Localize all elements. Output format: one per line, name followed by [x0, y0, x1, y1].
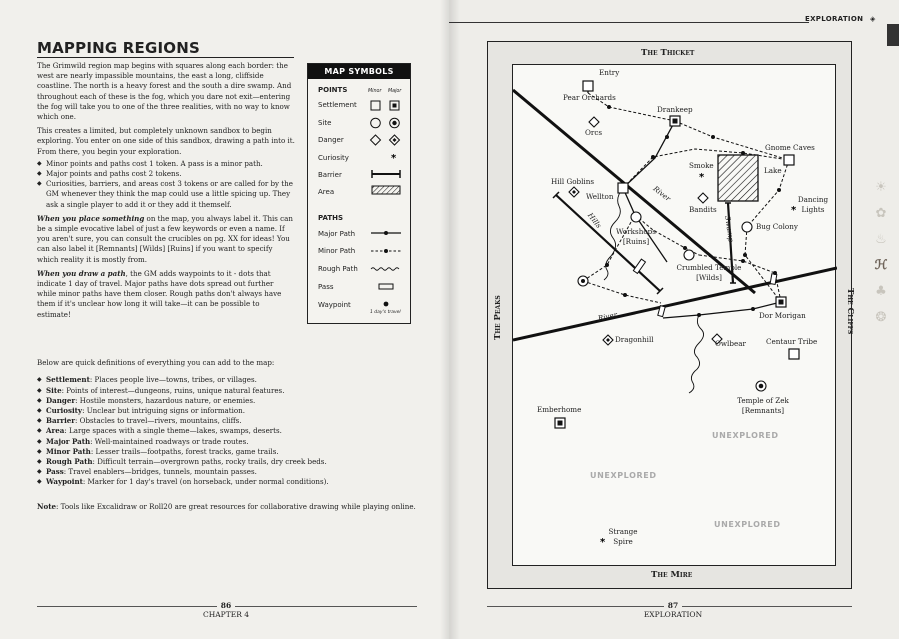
- paragraph-5: Below are quick definitions of everything you can add to the map:: [37, 358, 275, 368]
- waypoint-icon: [683, 246, 687, 250]
- edge-south: The Mire: [651, 570, 693, 580]
- right-folio: [643, 601, 703, 619]
- danger-major-inner-icon: [393, 138, 397, 142]
- tree-icon[interactable]: ♣: [875, 284, 887, 299]
- points-heading: POINTS: [318, 86, 348, 94]
- rough-path-icon: [371, 268, 399, 271]
- curiosity-dancing-lights-icon: *: [791, 205, 797, 216]
- definition-text: : Unclear but intriguing signs or information.: [82, 406, 246, 415]
- title-rule: [37, 57, 294, 58]
- settlement-centaur-tribe-icon: [789, 349, 799, 359]
- label-orcs: Orcs: [585, 128, 603, 137]
- definition-term: Danger: [46, 395, 76, 405]
- edge-east: The Cliffs: [845, 288, 855, 335]
- flame-icon[interactable]: ♨: [875, 232, 887, 247]
- site-bug-colony-icon: [742, 222, 752, 232]
- swirl-icon[interactable]: ❂: [875, 310, 887, 325]
- label-centaur-tribe: Centaur Tribe: [766, 337, 818, 346]
- definition-item: [37, 447, 417, 457]
- definition-text: : Marker for 1 day's travel (on horseback, under normal conditions).: [82, 477, 329, 487]
- label-crumbled-tag: [Wilds]: [696, 273, 722, 282]
- label-bandits: Bandits: [689, 205, 717, 214]
- settlement-emberhome-inner-icon: [558, 421, 563, 426]
- legend-row-area: Area: [318, 188, 335, 196]
- cost-bullet: ◆ Curiosities, barriers, and areas cost 3 tokens or are called for by the GM whenever they think the map could use a little spicing up. They ask a single player to add it or they add it themself.: [37, 179, 295, 210]
- waypoint-icon: [384, 302, 389, 307]
- definition-text: : Obstacles to travel—rivers, mountains, cliffs.: [75, 416, 242, 426]
- minor-path: [583, 281, 661, 303]
- waypoint-icon: [651, 155, 655, 159]
- definition-term: Pass: [46, 467, 64, 477]
- unexplored-region-label: UNEXPLORED: [590, 471, 657, 480]
- gutter-shadow: [440, 0, 460, 639]
- map-symbols-legend: [307, 63, 411, 324]
- page-title: MAPPING REGIONS: [37, 39, 200, 57]
- label-temple-tag: [Remnants]: [741, 406, 785, 415]
- label-strange-spire-1: Strange: [608, 527, 638, 536]
- unexplored-region-label: UNEXPLORED: [712, 431, 779, 440]
- danger-bandits-icon: [698, 193, 708, 203]
- label-hill-goblins: Hill Goblins: [551, 177, 595, 186]
- label-swamp: Swamp: [723, 215, 736, 243]
- curiosity-icon: *: [391, 153, 397, 164]
- curiosity-strange-spire-icon: *: [600, 537, 606, 548]
- waypoint-icon: [773, 271, 777, 275]
- minor-path-dot-icon: [384, 249, 388, 253]
- definition-term: Rough Path: [46, 457, 93, 467]
- legend-row-rough-path: Rough Path: [318, 265, 358, 273]
- rough-path: [689, 315, 704, 393]
- label-drankeep: Drankeep: [657, 105, 693, 114]
- chapter-icon-rail: [871, 180, 891, 336]
- paragraph-1: The Grimwild region map begins with squares along each border: the west are nearly impassible mountains, the east a long, cliffside coastline. The north is a heavy forest and the south a dire swamp. And throughout each of these is the fog, which you dare not exit—entering the fog will take you to one of the three realities, with no way to know which one.: [37, 61, 292, 122]
- definition-item: [37, 477, 417, 487]
- waypoint-icon: [697, 313, 701, 317]
- site-hills-end-inner-icon: [581, 279, 585, 283]
- site-workshops-icon: [631, 212, 641, 222]
- waypoint-note: 1 day's travel: [370, 310, 401, 315]
- legend-row-pass: Pass: [318, 283, 334, 291]
- edge-north: The Thicket: [641, 48, 695, 58]
- label-dor-morigan: Dor Morigan: [759, 311, 806, 320]
- definition-term: Curiosity: [46, 406, 83, 415]
- minor-column-label: Minor: [368, 89, 382, 94]
- left-page-number: 86: [217, 601, 235, 610]
- label-dancing-lights-1: Dancing: [797, 195, 829, 204]
- settlement-major-inner-icon: [393, 104, 397, 108]
- pass-icon: [770, 274, 777, 285]
- definition-item: [37, 467, 417, 477]
- right-page-number: 87: [664, 601, 682, 610]
- label-entry: Entry: [599, 68, 620, 77]
- glyph-icon[interactable]: ℋ: [874, 258, 888, 273]
- label-dancing-lights-2: Lights: [801, 205, 825, 214]
- cost-bullet: ◆ Major points and paths cost 2 tokens.: [37, 169, 295, 179]
- label-workshops: Workshops: [616, 227, 656, 236]
- pass-icon: [633, 259, 645, 273]
- site-major-inner-icon: [392, 121, 396, 125]
- definition-text: : Points of interest—dungeons, ruins, unique natural features.: [61, 385, 285, 395]
- settlement-gnome-caves-icon: [784, 155, 794, 165]
- sun-icon[interactable]: ☀: [875, 180, 887, 195]
- definition-term: Area: [46, 426, 65, 436]
- river-south-barrier: [513, 268, 837, 340]
- header-rule: [449, 22, 809, 23]
- label-gnome-caves: Gnome Caves: [765, 143, 815, 152]
- definition-item: [37, 396, 417, 406]
- curiosity-smoke-icon: *: [699, 172, 705, 183]
- label-strange-spire-2: Spire: [613, 537, 633, 546]
- header-mark-icon: ◈: [869, 15, 876, 23]
- legend-row-site: Site: [318, 119, 332, 127]
- site-temple-of-zek-inner-icon: [759, 384, 764, 389]
- danger-orcs-icon: [589, 117, 599, 127]
- note-lead: Note: [37, 501, 57, 511]
- label-crumbled-temple: Crumbled Temple: [676, 263, 742, 272]
- definition-term: Site: [46, 385, 62, 395]
- label-owlbear: Owlbear: [715, 339, 746, 348]
- cost-bullet: ◆ Minor points and paths cost 1 token. A pass is a minor path.: [37, 159, 295, 169]
- definition-item: [37, 406, 417, 416]
- paragraph-3: [37, 214, 295, 265]
- waypoint-icon: [623, 293, 627, 297]
- definition-list: [37, 375, 417, 487]
- definition-term: Settlement: [46, 375, 90, 385]
- note: [37, 502, 417, 512]
- waypoint-icon: [777, 188, 781, 192]
- flower-icon[interactable]: ✿: [875, 206, 887, 221]
- settlement-pear-orchards-icon: [583, 81, 593, 91]
- site-minor-icon: [371, 118, 381, 128]
- definitions-section: [37, 351, 417, 519]
- paths-heading: PATHS: [318, 214, 344, 222]
- definition-text: : Travel enablers—bridges, tunnels, mountain passes.: [63, 467, 257, 477]
- pass-icon: [379, 284, 393, 289]
- chapter-tab: [887, 24, 899, 46]
- settlement-dor-morigan-inner-icon: [779, 300, 784, 305]
- definition-text: : Large spaces with a single theme—lakes, swamps, deserts.: [64, 426, 282, 436]
- waypoint-icon: [605, 263, 609, 267]
- label-temple-of-zek: Temple of Zek: [737, 396, 789, 405]
- running-header: [805, 15, 876, 23]
- definition-term: Minor Path: [46, 446, 91, 456]
- legend-row-waypoint: Waypoint: [318, 301, 351, 309]
- lake-area: [718, 155, 758, 201]
- definition-text: : Places people live—towns, tribes, or villages.: [89, 375, 257, 385]
- legend-row-settlement: Settlement: [318, 101, 357, 109]
- right-chapter: EXPLORATION: [643, 610, 703, 619]
- left-folio: [196, 601, 256, 619]
- legend-row-barrier: Barrier: [318, 171, 342, 179]
- legend-title: MAP SYMBOLS: [308, 64, 410, 79]
- intro-section: [37, 61, 295, 320]
- definition-term: Waypoint: [46, 477, 83, 487]
- region-map: [512, 64, 836, 566]
- legend-row-danger: Danger: [318, 136, 344, 144]
- paragraph-4: [37, 269, 295, 320]
- left-chapter: CHAPTER 4: [202, 610, 250, 619]
- label-workshops-tag: [Ruins]: [622, 237, 650, 246]
- waypoint-icon: [743, 253, 747, 257]
- danger-minor-icon: [371, 135, 381, 145]
- major-path-dot-icon: [384, 231, 388, 235]
- label-smoke: Smoke: [689, 161, 714, 170]
- waypoint-icon: [711, 135, 715, 139]
- legend-row-major-path: Major Path: [318, 230, 356, 238]
- minor-path: [583, 215, 635, 281]
- paragraph-3-lead: When you place something: [37, 213, 145, 223]
- waypoint-icon: [665, 135, 669, 139]
- label-river-south: River: [597, 309, 618, 323]
- label-emberhome: Emberhome: [537, 405, 582, 414]
- definition-item: [37, 457, 417, 467]
- label-bug-colony: Bug Colony: [756, 222, 798, 231]
- settlement-minor-icon: [371, 101, 380, 110]
- label-pear-orchards: Pear Orchards: [563, 93, 616, 102]
- definition-text: : Hostile monsters, hazardous nature, or enemies.: [75, 395, 256, 405]
- label-wellton: Wellton: [586, 192, 614, 201]
- settlement-drankeep-inner-icon: [673, 119, 678, 124]
- definition-term: Barrier: [46, 416, 76, 426]
- waypoint-icon: [607, 105, 611, 109]
- definition-item: [37, 437, 417, 447]
- definition-item: [37, 375, 417, 385]
- header-title: EXPLORATION: [805, 15, 864, 23]
- major-column-label: Major: [388, 89, 402, 94]
- definition-text: : Lesser trails—footpaths, forest tracks, game trails.: [90, 446, 279, 456]
- area-icon: [372, 186, 400, 194]
- legend-row-minor-path: Minor Path: [318, 247, 356, 255]
- definition-item: [37, 416, 417, 426]
- definition-term: Major Path: [46, 436, 91, 446]
- label-river-north: River: [651, 184, 673, 204]
- site-crumbled-temple-icon: [684, 250, 694, 260]
- label-lake: Lake: [764, 166, 782, 175]
- edge-west: The Peaks: [493, 295, 503, 340]
- paragraph-4-text: , the GM adds waypoints to it - dots that indicate 1 day of travel. Major paths have dots spread out further while minor paths have them closer. Rough paths don't always have them if it's unclear how long it will take—it can be possible to estimate!: [37, 268, 282, 319]
- definition-text: : Difficult terrain—overgrown paths, rocky trails, dry creek beds.: [92, 457, 327, 467]
- waypoint-icon: [751, 307, 755, 311]
- paragraph-4-lead: When you draw a path: [37, 268, 126, 278]
- paragraph-2: This creates a limited, but completely unknown sandbox to begin exploring. You enter on one side of this sandbox, drawing a path into it. From there, you begin your exploration.: [37, 126, 295, 156]
- definition-item: [37, 386, 417, 396]
- label-hills: Hills: [585, 211, 604, 230]
- definition-text: : Well-maintained roadways or trade routes.: [90, 436, 249, 446]
- definition-item: [37, 426, 417, 436]
- minor-path: [675, 121, 789, 160]
- label-dragonhill: Dragonhill: [615, 335, 654, 344]
- waypoint-icon: [741, 151, 745, 155]
- settlement-wellton-icon: [618, 183, 628, 193]
- unexplored-region-label: UNEXPLORED: [714, 520, 781, 529]
- legend-row-curiosity: Curiosity: [318, 154, 349, 162]
- waypoint-icon: [741, 259, 745, 263]
- note-text: : Tools like Excalidraw or Roll20 are great resources for collaborative drawing while playing online.: [56, 501, 416, 511]
- paragraph-3-text: on the map, you always label it. This can be a simple evocative label of just a few keywords or even a name. If you aren't sure, you can consult the crucibles on pg. XX for ideas! You can also label it [Remnants] [Wilds] [Ruins] if you want to specify which reality it is mostly from.: [37, 213, 293, 264]
